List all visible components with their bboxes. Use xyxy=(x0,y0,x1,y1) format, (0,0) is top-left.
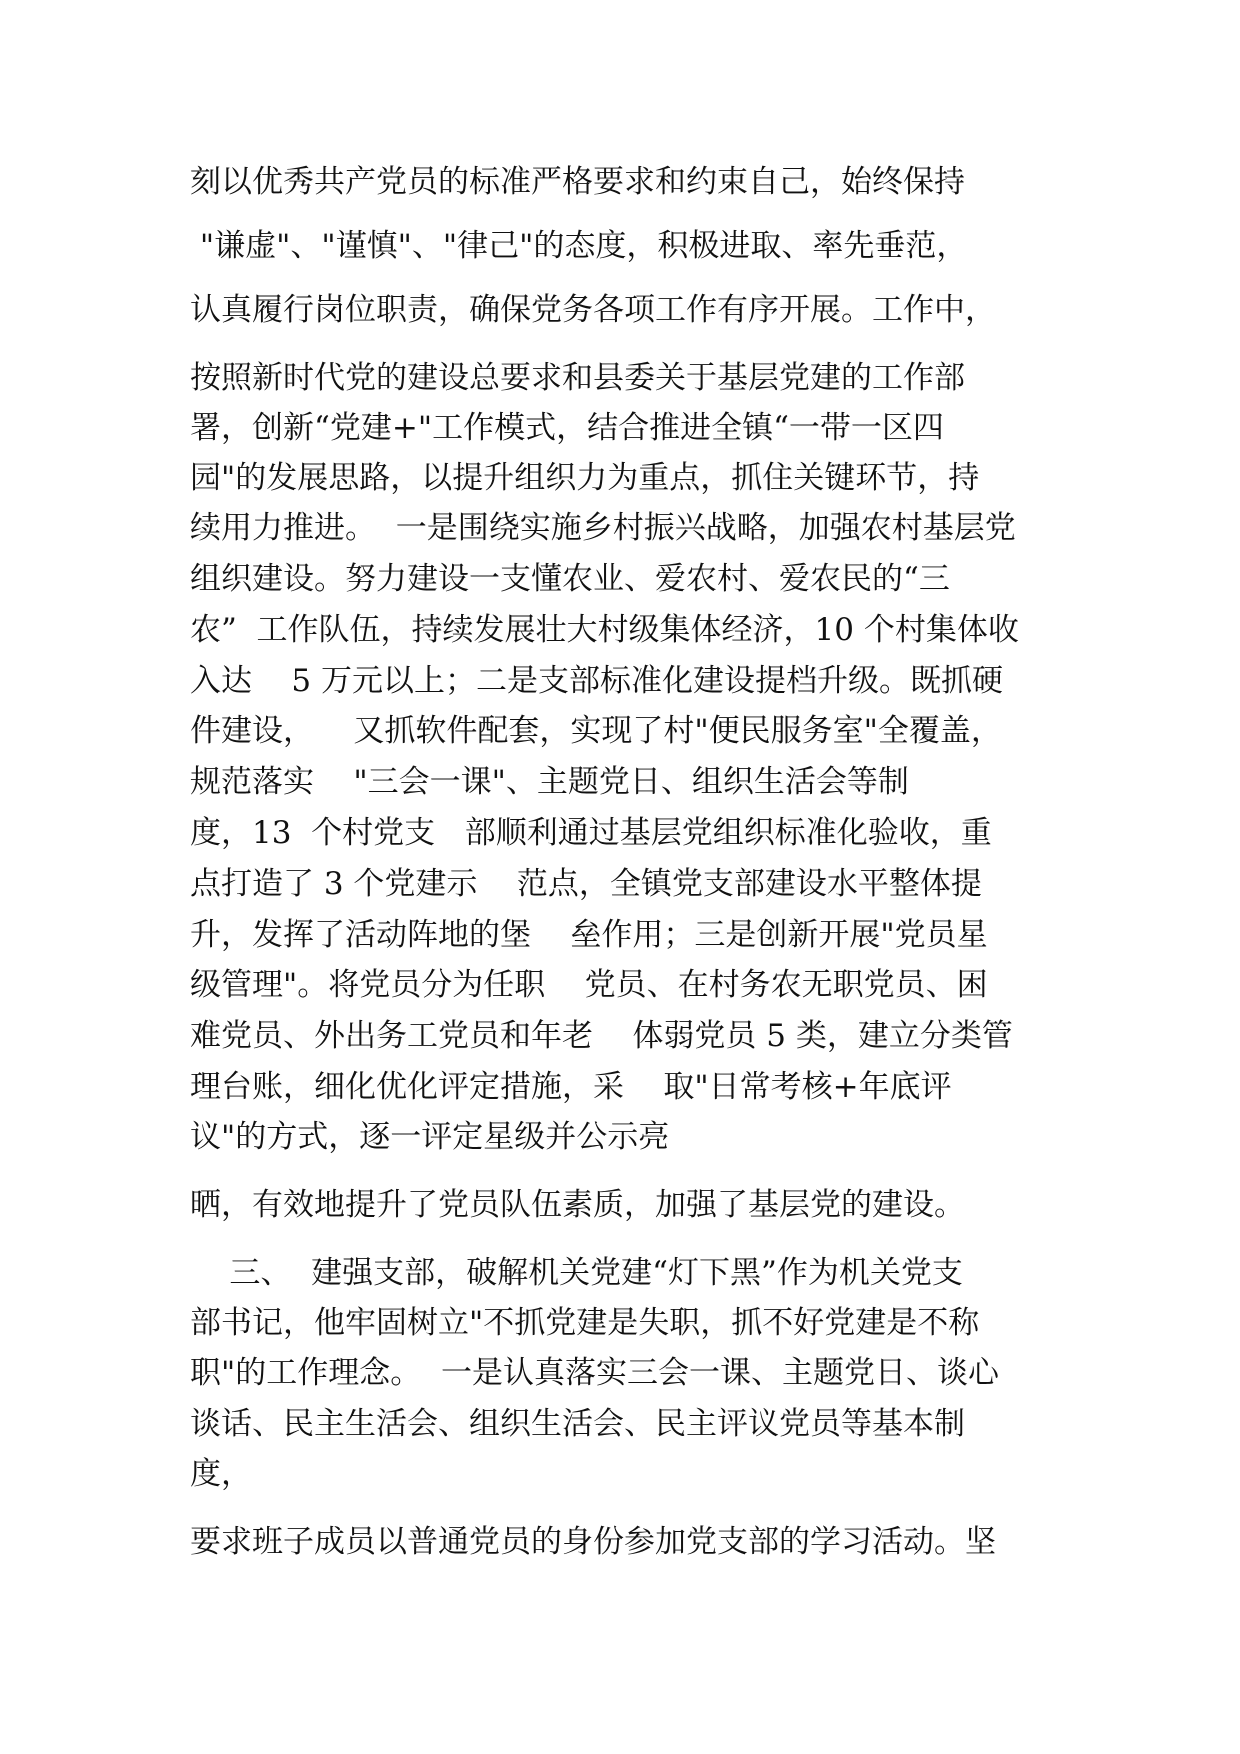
text-line: 理台账，细化优化评定措施，采 取"日常考核+年底评 xyxy=(190,1069,952,1105)
text-line: 续用力推进。 一是围绕实施乡村振兴战略，加强农村基层党 xyxy=(190,510,1016,546)
text-line: 刻以优秀共产党员的标准严格要求和约束自己，始终保持 xyxy=(190,164,965,200)
text-line: 度， xyxy=(190,1456,252,1492)
text-line: 入达 5 万元以上；二是支部标准化建设提档升级。既抓硬 xyxy=(190,663,1003,699)
text-line: 署，创新“党建+"工作模式，结合推进全镇“一带一区四 xyxy=(190,410,944,446)
text-line: 认真履行岗位职责，确保党务各项工作有序开展。工作中， xyxy=(190,292,996,328)
text-line: 农” 工作队伍，持续发展壮大村级集体经济，10 个村集体收 xyxy=(190,612,1019,648)
text-line: 组织建设。努力建设一支懂农业、爱农村、爱农民的“三 xyxy=(190,561,950,597)
text-line: 园"的发展思路，以提升组织力为重点，抓住关键环节，持 xyxy=(190,460,980,496)
text-line: 要求班子成员以普通党员的身份参加党支部的学习活动。坚 xyxy=(190,1524,996,1560)
text-line: 级管理"。将党员分为任职 党员、在村务农无职党员、困 xyxy=(190,967,988,1003)
text-line: 谈话、民主生活会、组织生活会、民主评议党员等基本制 xyxy=(190,1406,965,1442)
text-line: 件建设， 又抓软件配套，实现了村"便民服务室"全覆盖， xyxy=(190,713,1002,749)
text-line: 部书记，他牢固树立"不抓党建是失职，抓不好党建是不称 xyxy=(190,1305,980,1341)
text-line: 点打造了 3 个党建示 范点，全镇党支部建设水平整体提 xyxy=(190,866,982,902)
text-line: 按照新时代党的建设总要求和县委关于基层党建的工作部 xyxy=(190,360,965,396)
text-line: 度，13 个村党支 部顺利通过基层党组织标准化验收，重 xyxy=(190,815,992,851)
text-line: 议"的方式，逐一评定星级并公示亮 xyxy=(190,1119,670,1155)
section-heading-line: 三、 建强支部，破解机关党建“灯下黑”作为机关党支 xyxy=(190,1255,963,1291)
text-line: 晒，有效地提升了党员队伍素质，加强了基层党的建设。 xyxy=(190,1187,965,1223)
text-line: 升，发挥了活动阵地的堡 垒作用；三是创新开展"党员星 xyxy=(190,917,988,953)
text-line: 职"的工作理念。 一是认真落实三会一课、主题党日、谈心 xyxy=(190,1355,999,1391)
text-line: 难党员、外出务工党员和年老 体弱党员 5 类，建立分类管 xyxy=(190,1018,1013,1054)
text-line: "谦虚"、"谨慎"、"律己"的态度，积极进取、率先垂范， xyxy=(190,228,968,264)
text-line: 规范落实 "三会一课"、主题党日、组织生活会等制 xyxy=(190,764,909,800)
